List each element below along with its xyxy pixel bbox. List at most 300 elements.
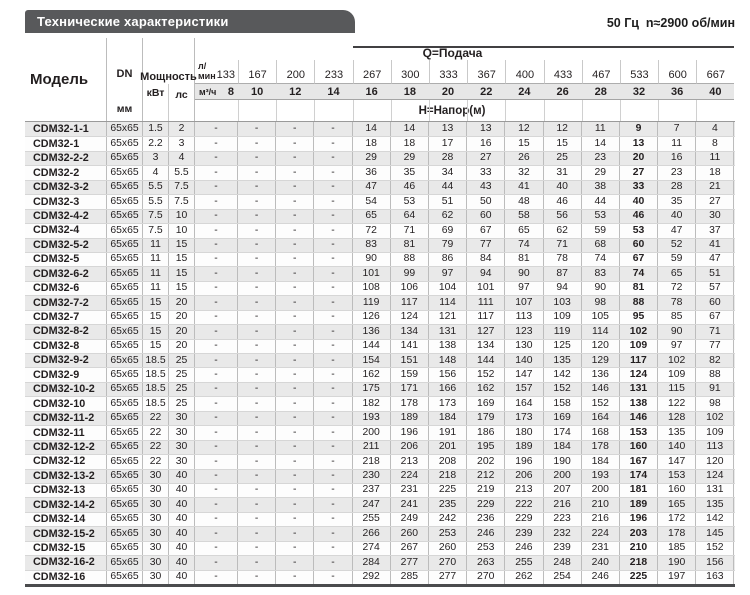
flow-lmin-value: 400 — [505, 60, 543, 84]
column-header-power-kw: кВт — [143, 84, 169, 121]
head-section-label: Н=Напор(м) — [418, 104, 486, 117]
head-value-cell: 184 — [544, 441, 582, 454]
head-value-cell: 164 — [582, 412, 620, 425]
head-value-cell: 173 — [429, 397, 467, 410]
power-kw-cell: 15 — [143, 325, 169, 338]
lmin-unit-label: л/мин — [198, 61, 216, 81]
head-value-cell: 109 — [696, 426, 734, 439]
head-value-cell: - — [195, 441, 238, 454]
head-value-cell: 212 — [467, 470, 505, 483]
head-value-cell: 126 — [353, 311, 391, 324]
head-value-cell: 179 — [467, 412, 505, 425]
power-kw-cell: 22 — [143, 412, 169, 425]
head-value-cell: - — [238, 166, 276, 179]
head-value-cell: 218 — [353, 455, 391, 468]
power-hp-cell: 30 — [169, 412, 195, 425]
dn-cell: 65x65 — [107, 571, 143, 584]
head-value-cell: 151 — [391, 354, 429, 367]
head-value-cell: 27 — [467, 152, 505, 165]
head-value-cell: 178 — [391, 397, 429, 410]
head-value-cell: 247 — [353, 498, 391, 511]
head-value-cell: - — [238, 571, 276, 584]
power-kw-cell: 30 — [143, 513, 169, 526]
head-value-cell: - — [314, 340, 352, 353]
head-value-cell: 147 — [658, 455, 696, 468]
dn-cell: 65x65 — [107, 412, 143, 425]
head-value-cell: 23 — [658, 166, 696, 179]
head-value-cell: 25 — [544, 152, 582, 165]
head-value-cell: 180 — [505, 426, 543, 439]
head-value-cell: - — [238, 556, 276, 569]
power-kw-cell: 11 — [143, 253, 169, 266]
header-column-divider — [391, 100, 429, 121]
model-cell: CDM32-11-2 — [25, 412, 107, 425]
head-value-cell: 195 — [467, 441, 505, 454]
head-value-cell: 191 — [429, 426, 467, 439]
head-value-cell: - — [276, 412, 314, 425]
dn-cell: 65x65 — [107, 166, 143, 179]
head-value-cell: - — [238, 542, 276, 555]
head-value-cell: - — [276, 470, 314, 483]
head-value-cell: 200 — [544, 470, 582, 483]
head-value-cell: - — [238, 325, 276, 338]
head-value-cell: 20 — [620, 152, 658, 165]
head-value-cell: 158 — [544, 397, 582, 410]
head-value-cell: 165 — [658, 498, 696, 511]
head-value-cell: - — [195, 253, 238, 266]
model-cell: CDM32-14 — [25, 513, 107, 526]
table-body — [25, 122, 735, 587]
table-row — [25, 180, 735, 194]
m3h-unit-label: м³/ч — [199, 86, 217, 97]
head-value-cell: 152 — [582, 397, 620, 410]
model-cell: CDM32-7 — [25, 311, 107, 324]
header-column-divider — [276, 100, 314, 121]
head-value-cell: 210 — [620, 542, 658, 555]
head-value-cell: 157 — [505, 383, 543, 396]
head-value-cell: 223 — [544, 513, 582, 526]
head-value-cell: 98 — [582, 296, 620, 309]
table-row — [25, 425, 735, 439]
head-value-cell: 222 — [505, 498, 543, 511]
head-value-cell: 109 — [658, 368, 696, 381]
power-hp-cell: 2 — [169, 122, 195, 136]
head-value-cell: 67 — [696, 311, 734, 324]
head-value-cell: 27 — [620, 166, 658, 179]
head-value-cell: - — [238, 340, 276, 353]
head-value-cell: - — [276, 484, 314, 497]
head-value-cell: 208 — [429, 455, 467, 468]
power-hp-cell: 30 — [169, 455, 195, 468]
table-row — [25, 339, 735, 353]
head-value-cell: 142 — [696, 513, 734, 526]
head-value-cell: 13 — [467, 122, 505, 136]
table-row — [25, 310, 735, 324]
head-value-cell: 231 — [391, 484, 429, 497]
head-value-cell: 86 — [429, 253, 467, 266]
head-value-cell: 239 — [544, 542, 582, 555]
head-value-cell: 35 — [391, 166, 429, 179]
head-value-cell: - — [238, 152, 276, 165]
head-value-cell: 59 — [582, 224, 620, 237]
header-column-divider — [620, 100, 658, 121]
head-value-cell: 120 — [696, 455, 734, 468]
head-value-cell: - — [195, 296, 238, 309]
head-value-cell: 102 — [658, 354, 696, 367]
power-kw-cell: 22 — [143, 455, 169, 468]
head-value-cell: 147 — [505, 368, 543, 381]
head-value-cell: 255 — [353, 513, 391, 526]
power-hp-cell: 25 — [169, 383, 195, 396]
power-hp-cell: 10 — [169, 210, 195, 223]
head-value-cell: 78 — [658, 296, 696, 309]
dn-cell: 65x65 — [107, 455, 143, 468]
dn-cell: 65x65 — [107, 397, 143, 410]
power-hp-cell: 7.5 — [169, 181, 195, 194]
head-value-cell: - — [238, 513, 276, 526]
head-value-cell: 211 — [353, 441, 391, 454]
head-value-cell: 12 — [544, 122, 582, 136]
head-value-cell: 156 — [696, 556, 734, 569]
head-value-cell: 224 — [582, 527, 620, 540]
head-value-cell: 71 — [544, 239, 582, 252]
head-value-cell: - — [314, 383, 352, 396]
power-hp-cell: 25 — [169, 354, 195, 367]
head-value-cell: - — [195, 368, 238, 381]
head-value-cell: 267 — [391, 542, 429, 555]
head-value-cell: - — [314, 556, 352, 569]
flow-lmin-value: 667 — [696, 60, 734, 84]
dn-cell: 65x65 — [107, 296, 143, 309]
head-value-cell: 190 — [658, 556, 696, 569]
head-value-cell: 101 — [353, 267, 391, 280]
head-value-cell: 106 — [391, 282, 429, 295]
head-value-cell: - — [276, 253, 314, 266]
table-row — [25, 411, 735, 425]
dn-cell: 65x65 — [107, 311, 143, 324]
head-value-cell: 28 — [658, 181, 696, 194]
flow-m3h-value: 12 — [276, 84, 314, 100]
power-hp-cell: 20 — [169, 311, 195, 324]
head-value-cell: 81 — [620, 282, 658, 295]
power-hp-cell: 40 — [169, 484, 195, 497]
head-value-cell: - — [314, 311, 352, 324]
model-cell: CDM32-15-2 — [25, 527, 107, 540]
head-value-cell: 95 — [620, 311, 658, 324]
dn-cell: 65x65 — [107, 513, 143, 526]
head-value-cell: 33 — [620, 181, 658, 194]
table-row — [25, 122, 735, 136]
table-row — [25, 353, 735, 367]
head-value-cell: - — [238, 470, 276, 483]
head-value-cell: 210 — [582, 498, 620, 511]
table-row — [25, 136, 735, 150]
head-value-cell: 255 — [505, 556, 543, 569]
head-value-cell: 171 — [391, 383, 429, 396]
head-value-cell: 274 — [353, 542, 391, 555]
model-cell: CDM32-14-2 — [25, 498, 107, 511]
head-value-cell: 51 — [696, 267, 734, 280]
head-value-cell: - — [195, 513, 238, 526]
head-value-cell: - — [238, 484, 276, 497]
head-value-cell: 88 — [391, 253, 429, 266]
head-value-cell: 14 — [582, 137, 620, 150]
head-value-cell: - — [238, 195, 276, 208]
model-cell: CDM32-4-2 — [25, 210, 107, 223]
head-value-cell: 52 — [658, 239, 696, 252]
head-value-cell: 46 — [544, 195, 582, 208]
column-header-dn-unit: мм — [107, 100, 143, 121]
head-value-cell: 160 — [658, 484, 696, 497]
head-value-cell: 178 — [658, 527, 696, 540]
head-value-cell: 202 — [467, 455, 505, 468]
head-value-cell: 65 — [505, 224, 543, 237]
head-value-cell: 34 — [429, 166, 467, 179]
head-value-cell: 193 — [582, 470, 620, 483]
head-value-cell: 67 — [620, 253, 658, 266]
head-value-cell: 138 — [620, 397, 658, 410]
head-value-cell: 27 — [696, 195, 734, 208]
model-cell: CDM32-11 — [25, 426, 107, 439]
head-value-cell: 189 — [620, 498, 658, 511]
head-value-cell: - — [276, 383, 314, 396]
head-value-cell: - — [276, 455, 314, 468]
head-value-cell: 148 — [429, 354, 467, 367]
head-value-cell: 120 — [582, 340, 620, 353]
head-value-cell: - — [276, 181, 314, 194]
head-value-cell: 152 — [467, 368, 505, 381]
head-value-cell: 97 — [429, 267, 467, 280]
model-cell: CDM32-16 — [25, 571, 107, 584]
head-value-cell: - — [276, 542, 314, 555]
header-column-divider — [658, 100, 696, 121]
head-value-cell: 83 — [353, 239, 391, 252]
table-row — [25, 526, 735, 540]
head-value-cell: - — [276, 513, 314, 526]
head-value-cell: 53 — [391, 195, 429, 208]
head-value-cell: - — [238, 498, 276, 511]
head-value-cell: - — [195, 122, 238, 136]
head-value-cell: 33 — [467, 166, 505, 179]
head-value-cell: 83 — [582, 267, 620, 280]
dn-cell: 65x65 — [107, 542, 143, 555]
head-value-cell: 266 — [353, 527, 391, 540]
head-value-cell: - — [276, 296, 314, 309]
head-value-cell: 11 — [696, 152, 734, 165]
head-value-cell: 144 — [353, 340, 391, 353]
head-value-cell: 284 — [353, 556, 391, 569]
head-value-cell: 65 — [658, 267, 696, 280]
head-value-cell: - — [195, 556, 238, 569]
head-value-cell: - — [276, 282, 314, 295]
head-value-cell: 184 — [582, 455, 620, 468]
head-value-cell: - — [314, 470, 352, 483]
head-value-cell: 131 — [429, 325, 467, 338]
head-value-cell: 107 — [505, 296, 543, 309]
head-value-cell: 62 — [544, 224, 582, 237]
head-value-cell: 145 — [696, 527, 734, 540]
model-cell: CDM32-15 — [25, 542, 107, 555]
head-value-cell: - — [195, 224, 238, 237]
head-value-cell: - — [195, 181, 238, 194]
flow-m3h-value: 28 — [582, 84, 620, 100]
power-kw-cell: 18.5 — [143, 368, 169, 381]
dn-cell: 65x65 — [107, 267, 143, 280]
head-value-cell: 40 — [658, 210, 696, 223]
power-kw-cell: 7.5 — [143, 224, 169, 237]
head-value-cell: - — [238, 224, 276, 237]
head-value-cell: 53 — [620, 224, 658, 237]
flow-m3h-value: 32 — [620, 84, 658, 100]
head-value-cell: - — [314, 455, 352, 468]
head-value-cell: 224 — [391, 470, 429, 483]
head-value-cell: 135 — [544, 354, 582, 367]
dn-cell: 65x65 — [107, 498, 143, 511]
head-value-cell: 29 — [391, 152, 429, 165]
power-kw-cell: 30 — [143, 556, 169, 569]
head-value-cell: 17 — [429, 137, 467, 150]
head-value-cell: - — [276, 441, 314, 454]
power-hp-cell: 20 — [169, 296, 195, 309]
flow-m3h-value: 16 — [353, 84, 391, 100]
head-value-cell: - — [314, 426, 352, 439]
head-value-cell: 169 — [544, 412, 582, 425]
head-value-cell: 236 — [467, 513, 505, 526]
model-cell: CDM32-1 — [25, 137, 107, 150]
head-value-cell: 109 — [620, 340, 658, 353]
power-kw-cell: 30 — [143, 542, 169, 555]
power-kw-cell: 11 — [143, 267, 169, 280]
power-kw-cell: 30 — [143, 470, 169, 483]
head-value-cell: 113 — [696, 441, 734, 454]
head-value-cell: - — [238, 282, 276, 295]
model-cell: CDM32-3 — [25, 195, 107, 208]
power-hp-cell: 40 — [169, 513, 195, 526]
head-value-cell: 99 — [391, 267, 429, 280]
dn-cell: 65x65 — [107, 441, 143, 454]
power-kw-cell: 3 — [143, 152, 169, 165]
head-value-cell: 203 — [620, 527, 658, 540]
head-value-cell: 136 — [353, 325, 391, 338]
table-row — [25, 266, 735, 280]
head-value-cell: - — [276, 325, 314, 338]
head-value-cell: 105 — [582, 311, 620, 324]
flow-m3h-value: 10 — [238, 84, 276, 100]
header-column-divider — [696, 100, 734, 121]
head-value-cell: 8 — [696, 137, 734, 150]
power-hp-cell: 20 — [169, 325, 195, 338]
head-value-cell: 173 — [505, 412, 543, 425]
head-value-cell: 207 — [544, 484, 582, 497]
head-value-cell: - — [195, 195, 238, 208]
column-header-power-hp: лс — [169, 84, 195, 121]
power-hp-cell: 40 — [169, 527, 195, 540]
head-value-cell: 35 — [658, 195, 696, 208]
head-value-cell: 7 — [658, 122, 696, 136]
flow-section-label: Q=Подача — [353, 46, 735, 60]
power-kw-cell: 30 — [143, 498, 169, 511]
head-value-cell: 285 — [391, 571, 429, 584]
head-value-cell: 65 — [353, 210, 391, 223]
flow-lmin-value: 300 — [391, 60, 429, 84]
power-hp-cell: 3 — [169, 137, 195, 150]
flow-m3h-value: 20 — [429, 84, 467, 100]
dn-cell: 65x65 — [107, 122, 143, 136]
head-value-cell: - — [195, 412, 238, 425]
dn-cell: 65x65 — [107, 470, 143, 483]
table-row — [25, 367, 735, 381]
table-row — [25, 324, 735, 338]
head-value-cell: - — [238, 412, 276, 425]
head-value-cell: 60 — [696, 296, 734, 309]
head-value-cell: 15 — [505, 137, 543, 150]
head-value-cell: 12 — [505, 122, 543, 136]
head-value-cell: 109 — [544, 311, 582, 324]
power-hp-cell: 30 — [169, 441, 195, 454]
head-value-cell: 254 — [544, 571, 582, 584]
power-hp-cell: 20 — [169, 340, 195, 353]
head-value-cell: 189 — [505, 441, 543, 454]
head-value-cell: 213 — [505, 484, 543, 497]
model-cell: CDM32-5-2 — [25, 239, 107, 252]
head-value-cell: 131 — [696, 484, 734, 497]
head-value-cell: 58 — [505, 210, 543, 223]
head-value-cell: 69 — [429, 224, 467, 237]
flow-m3h-value: 18 — [391, 84, 429, 100]
head-value-cell: 94 — [467, 267, 505, 280]
head-value-cell: 11 — [582, 122, 620, 136]
table-row — [25, 396, 735, 410]
head-value-cell: 136 — [582, 368, 620, 381]
head-value-cell: 14 — [353, 122, 391, 136]
head-value-cell: - — [276, 556, 314, 569]
head-value-cell: 29 — [353, 152, 391, 165]
head-value-cell: - — [195, 527, 238, 540]
head-value-cell: 47 — [658, 224, 696, 237]
head-value-cell: 124 — [696, 470, 734, 483]
flow-lmin-value: 233 — [314, 60, 352, 84]
head-value-cell: 153 — [620, 426, 658, 439]
flow-lmin-value: 467 — [582, 60, 620, 84]
head-value-cell: 81 — [505, 253, 543, 266]
head-value-cell: 196 — [505, 455, 543, 468]
head-value-cell: 193 — [353, 412, 391, 425]
dn-cell: 65x65 — [107, 239, 143, 252]
head-value-cell: - — [276, 397, 314, 410]
head-value-cell: 84 — [467, 253, 505, 266]
head-value-cell: - — [314, 224, 352, 237]
dn-cell: 65x65 — [107, 527, 143, 540]
flow-m3h-first-cell — [195, 84, 238, 100]
head-value-cell: 18 — [391, 137, 429, 150]
head-value-cell: 225 — [429, 484, 467, 497]
dn-cell: 65x65 — [107, 210, 143, 223]
head-value-cell: 119 — [544, 325, 582, 338]
head-value-cell: - — [195, 267, 238, 280]
dn-cell: 65x65 — [107, 340, 143, 353]
head-value-cell: 16 — [658, 152, 696, 165]
head-value-cell: 29 — [582, 166, 620, 179]
flow-m3h-value: 14 — [314, 84, 352, 100]
head-value-cell: 56 — [544, 210, 582, 223]
table-header — [25, 38, 735, 122]
table-row — [25, 281, 735, 295]
head-value-cell: 97 — [658, 340, 696, 353]
head-value-cell: 71 — [696, 325, 734, 338]
head-value-cell: - — [195, 354, 238, 367]
power-kw-cell: 18.5 — [143, 383, 169, 396]
power-kw-cell: 5.5 — [143, 195, 169, 208]
